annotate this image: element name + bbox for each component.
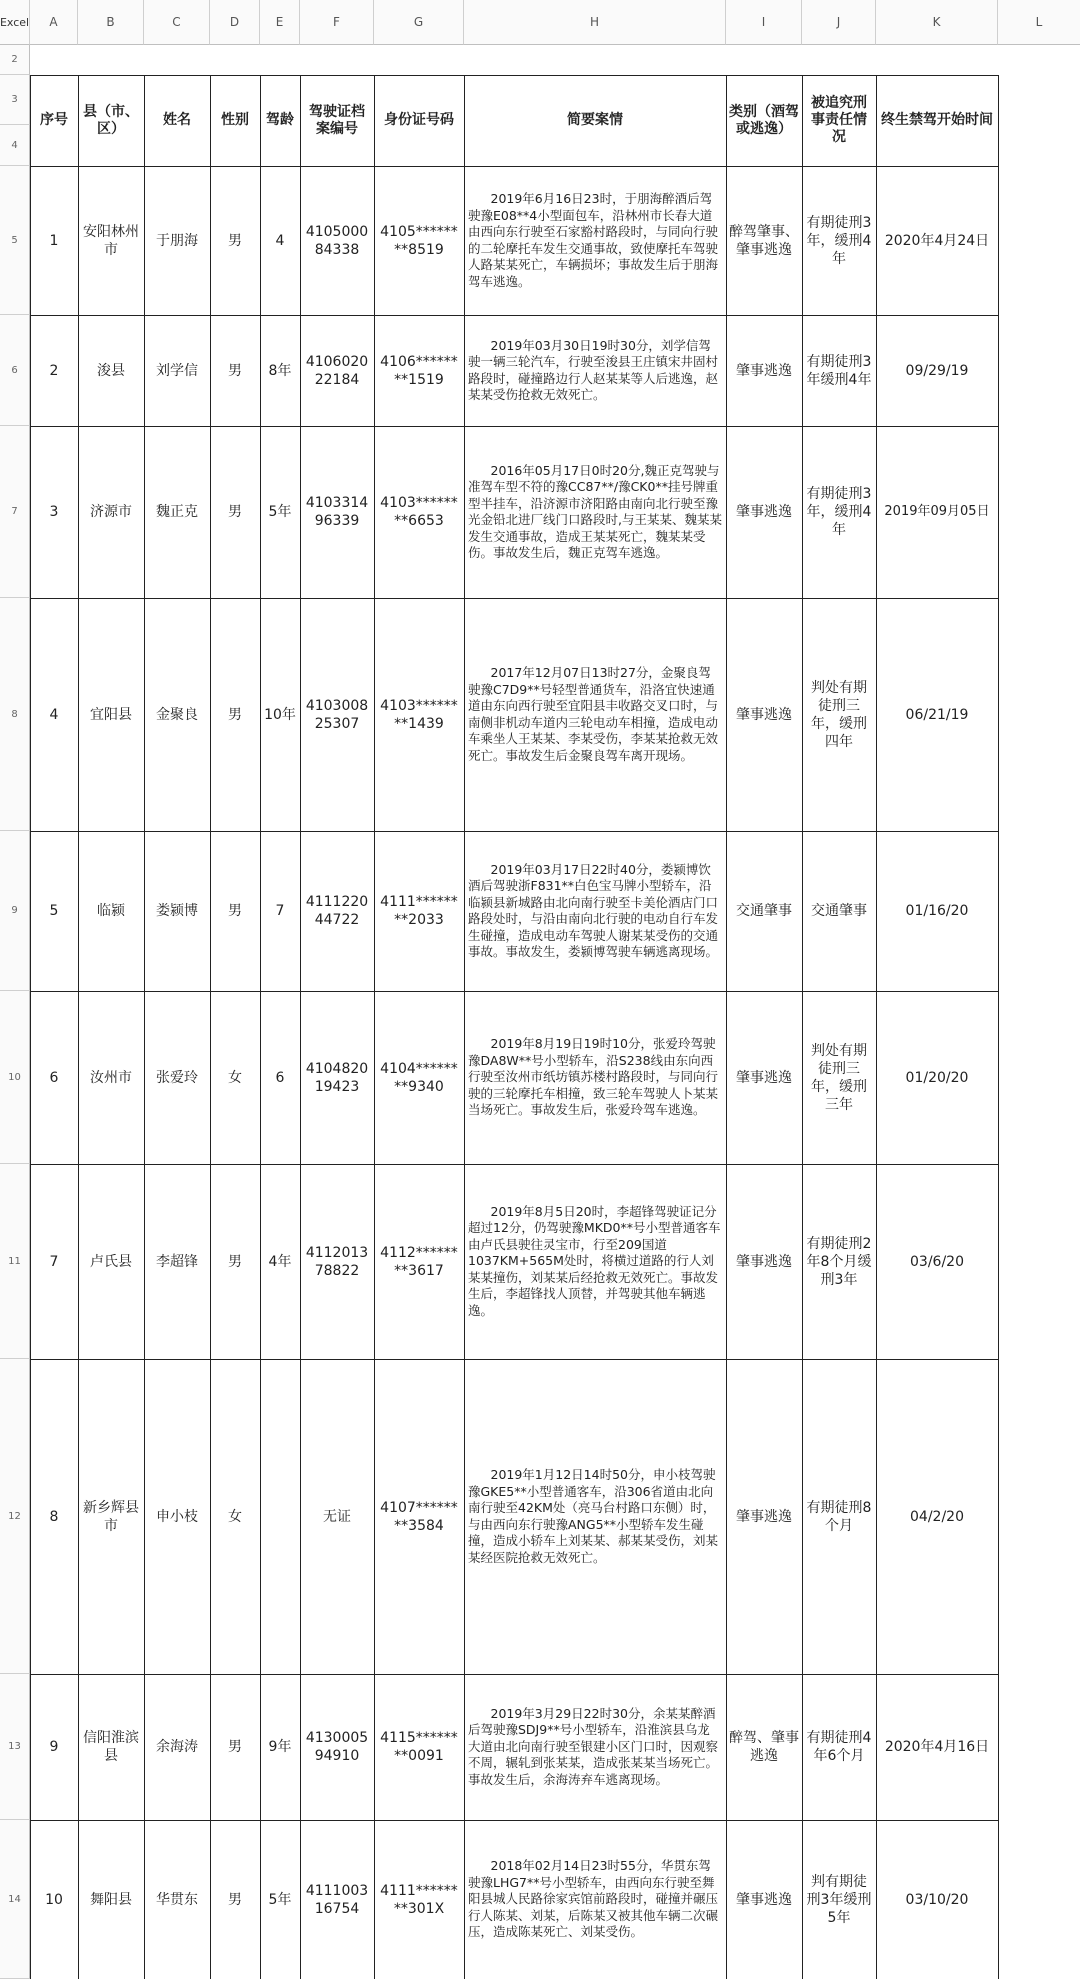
cell-county[interactable]: 舞阳县 bbox=[90, 1891, 132, 1908]
cell-idcard[interactable]: 4103********1439 bbox=[380, 697, 458, 732]
cell-gender[interactable]: 男 bbox=[228, 232, 242, 249]
cell-name[interactable]: 刘学信 bbox=[156, 362, 198, 379]
cell-gender[interactable]: 女 bbox=[228, 1508, 242, 1525]
cell-name[interactable]: 于朋海 bbox=[156, 232, 198, 249]
cell-license[interactable]: 410331496339 bbox=[305, 495, 369, 529]
cell-name[interactable]: 金聚良 bbox=[156, 706, 198, 723]
header-license[interactable]: 驾驶证档案编号 bbox=[309, 103, 365, 137]
cell-case[interactable]: 2019年8月5日20时，李超锋驾驶证记分超过12分，仍驾驶豫MKD0**号小型普通客车由卢氏县驶往灵宝市，行至209国道1037KM+565M处时，将横过道路的行人刘某某撞伤，刘某某后经抢救无效死亡。事故发生后，李超锋找人顶替，并驾驶其他车辆逃逸。 bbox=[468, 1203, 721, 1318]
cell-ban-start[interactable]: 06/21/19 bbox=[905, 706, 969, 723]
header-seq[interactable]: 序号 bbox=[40, 112, 68, 128]
cell-years[interactable]: 4 bbox=[275, 232, 285, 249]
cell-name[interactable]: 张爱玲 bbox=[156, 1069, 198, 1086]
cell-case[interactable]: 2016年05月17日0时20分,魏正克驾驶与准驾车型不符的豫CC87**/豫CK0**挂号牌重型半挂车，沿济源市济阳路由南向北行驶至豫光金铅北进厂线门口路段时,与王某某、魏某某发生交通事故，造成王某某死亡，魏某某受伤。事故发生后，魏正克驾车逃逸。 bbox=[468, 462, 722, 560]
cell-case[interactable]: 2019年8月19日19时10分，张爱玲驾驶豫DA8W**号小型轿车，沿S238线由东向西行驶至汝州市纸坊镇苏楼村路段时，与同向行驶的三轮摩托车相撞，致三轮车驾驶人卜某某当场死亡。事故发生后，张爱玲驾车逃逸。 bbox=[468, 1036, 719, 1118]
cell-seq[interactable]: 6 bbox=[49, 1069, 59, 1086]
cell-idcard[interactable]: 4106********1519 bbox=[380, 353, 458, 388]
cell-years[interactable] bbox=[260, 1359, 300, 1674]
cell-gender[interactable]: 女 bbox=[228, 1069, 242, 1086]
row-number-9[interactable]: 9 bbox=[0, 831, 30, 991]
header-ban-start[interactable]: 终生禁驾开始时间 bbox=[881, 112, 993, 128]
cell-ban-start[interactable]: 2019年09月05日 bbox=[884, 504, 990, 519]
cell-license[interactable]: 无证 bbox=[323, 1508, 351, 1525]
cell-gender[interactable]: 男 bbox=[228, 1739, 242, 1755]
cell-license[interactable]: 410602022184 bbox=[305, 353, 369, 388]
cell-ban-start[interactable]: 2020年4月16日 bbox=[884, 1739, 990, 1755]
row-number-13[interactable]: 13 bbox=[0, 1674, 30, 1820]
row-number-12[interactable]: 12 bbox=[0, 1359, 30, 1674]
cell-seq[interactable]: 4 bbox=[49, 706, 59, 723]
cell-ban-start[interactable]: 09/29/19 bbox=[905, 362, 969, 379]
cell-category[interactable]: 醉驾肇事、肇事逃逸 bbox=[729, 223, 799, 258]
cell-license[interactable]: 411122044722 bbox=[305, 894, 369, 928]
cell-liability[interactable]: 判有期徒刑3年缓刑5年 bbox=[806, 1873, 872, 1926]
column-header-bar bbox=[0, 0, 1080, 45]
cell-liability[interactable]: 有期徒刑4年6个月 bbox=[806, 1730, 872, 1764]
row-number-8[interactable]: 8 bbox=[0, 598, 30, 831]
grid-line bbox=[998, 75, 999, 1979]
cell-county[interactable]: 浚县 bbox=[97, 362, 125, 379]
cell-idcard[interactable]: 4115********0091 bbox=[380, 1730, 458, 1764]
column-letter-a[interactable]: A bbox=[30, 0, 78, 45]
cell-liability[interactable]: 判处有期徒刑三年，缓刑三年 bbox=[811, 1042, 867, 1113]
cell-case[interactable]: 2019年1月12日14时50分，申小枝驾驶豫GKE5**小型普通客车，沿306省道由北向南行驶至42KM处（亮马台村路口东侧）时，与由西向东行驶豫ANG5**小型轿车发生碰撞，造成小轿车上刘某某、郝某某受伤，刘某某经医院抢救无效死亡。 bbox=[468, 1467, 719, 1565]
column-letter-f[interactable]: F bbox=[300, 0, 374, 45]
cell-case[interactable]: 2019年03月17日22时40分，娄颍博饮酒后驾驶浙F831**白色宝马牌小型轿车，沿临颍县新城路由北向南行驶至卡美伦酒店门口路段处时，与沿由南向北行驶的电动自行车发生碰撞，造成电动车驾驶人谢某某受伤的交通事故。事故发生，娄颍博驾驶车辆逃离现场。 bbox=[468, 861, 719, 959]
cell-name[interactable]: 魏正克 bbox=[156, 504, 198, 520]
cell-idcard[interactable]: 4105********8519 bbox=[380, 223, 458, 258]
cell-name[interactable]: 余海涛 bbox=[156, 1739, 198, 1755]
cell-gender[interactable]: 男 bbox=[228, 903, 242, 919]
header-gender[interactable]: 性别 bbox=[221, 112, 249, 128]
cell-liability[interactable]: 有期徒刑3年，缓刑4年 bbox=[806, 486, 872, 538]
cell-gender[interactable]: 男 bbox=[228, 362, 242, 379]
row-number-11[interactable]: 11 bbox=[0, 1164, 30, 1359]
cell-ban-start[interactable]: 03/6/20 bbox=[910, 1253, 964, 1270]
cell-county[interactable]: 汝州市 bbox=[90, 1069, 132, 1086]
cell-years[interactable]: 6 bbox=[275, 1069, 285, 1086]
cell-idcard[interactable]: 4111********301X bbox=[380, 1882, 458, 1917]
cell-gender[interactable]: 男 bbox=[228, 504, 242, 520]
cell-ban-start[interactable]: 2020年4月24日 bbox=[884, 232, 990, 249]
cell-seq[interactable]: 3 bbox=[49, 504, 59, 520]
cell-seq[interactable]: 7 bbox=[49, 1253, 59, 1270]
column-letter-j[interactable]: J bbox=[802, 0, 876, 45]
cell-category[interactable]: 肇事逃逸 bbox=[736, 1508, 792, 1525]
cell-county[interactable]: 信阳淮滨县 bbox=[83, 1730, 139, 1764]
cell-name[interactable]: 申小枝 bbox=[156, 1508, 198, 1525]
cell-seq[interactable]: 1 bbox=[49, 232, 59, 249]
row-number-10[interactable]: 10 bbox=[0, 991, 30, 1164]
cell-name[interactable]: 李超锋 bbox=[156, 1253, 198, 1270]
row-number-5[interactable]: 5 bbox=[0, 166, 30, 315]
column-letter-b[interactable]: B bbox=[78, 0, 144, 45]
cell-idcard[interactable]: 4104********9340 bbox=[380, 1060, 458, 1095]
excel-corner-label: Excel bbox=[0, 0, 30, 45]
cell-idcard[interactable]: 4107********3584 bbox=[380, 1499, 458, 1534]
cell-years[interactable]: 10年 bbox=[264, 706, 296, 723]
cell-liability[interactable]: 有期徒刑3年，缓刑4年 bbox=[806, 214, 872, 267]
header-years[interactable]: 驾龄 bbox=[266, 112, 294, 128]
column-letter-g[interactable]: G bbox=[374, 0, 464, 45]
cell-case[interactable]: 2019年03月30日19时30分，刘学信驾驶一辆三轮汽车，行驶至浚县王庄镇宋井固村路段时，碰撞路边行人赵某某等人后逃逸，赵某某受伤抢救无效死亡。 bbox=[468, 337, 719, 402]
cell-category[interactable]: 肇事逃逸 bbox=[736, 1891, 792, 1908]
cell-years[interactable]: 4年 bbox=[268, 1253, 292, 1270]
cell-idcard[interactable]: 4103********6653 bbox=[380, 495, 458, 529]
cell-county[interactable]: 安阳林州市 bbox=[83, 223, 139, 258]
cell-name[interactable]: 娄颍博 bbox=[156, 903, 198, 919]
cell-seq[interactable]: 10 bbox=[45, 1891, 63, 1908]
cell-liability[interactable]: 有期徒刑2年8个月缓刑3年 bbox=[806, 1235, 872, 1288]
column-letter-h[interactable]: H bbox=[464, 0, 726, 45]
cell-category[interactable]: 肇事逃逸 bbox=[736, 706, 792, 723]
cell-category[interactable]: 肇事逃逸 bbox=[736, 504, 792, 520]
cell-category[interactable]: 肇事逃逸 bbox=[736, 362, 792, 379]
cell-liability[interactable]: 有期徒刑8个月 bbox=[806, 1499, 872, 1534]
cell-years[interactable]: 9年 bbox=[268, 1739, 292, 1755]
cell-idcard[interactable]: 4111********2033 bbox=[380, 894, 458, 928]
cell-license[interactable]: 411201378822 bbox=[305, 1244, 369, 1279]
cell-county[interactable]: 济源市 bbox=[90, 504, 132, 520]
column-letter-i[interactable]: I bbox=[726, 0, 802, 45]
cell-gender[interactable]: 男 bbox=[228, 706, 242, 723]
cell-ban-start[interactable]: 01/20/20 bbox=[905, 1069, 969, 1086]
cell-gender[interactable]: 男 bbox=[228, 1253, 242, 1270]
cell-category[interactable]: 肇事逃逸 bbox=[736, 1253, 792, 1270]
header-name[interactable]: 姓名 bbox=[163, 112, 191, 128]
cell-liability[interactable]: 有期徒刑3年缓刑4年 bbox=[806, 353, 872, 388]
cell-case[interactable]: 2019年3月29日22时30分，余某某醉酒后驾驶豫SDJ9**号小型轿车，沿淮滨县乌龙大道由北向南行驶至银建小区门口时，因观察不周，辗轧到张某某，造成张某某当场死亡。事故发生后，余海涛弃车逃离现场。 bbox=[468, 1705, 719, 1787]
cell-seq[interactable]: 5 bbox=[49, 903, 59, 919]
cell-case[interactable]: 2018年02月14日23时55分，华贯东驾驶豫LHG7**号小型轿车，由西向东行驶至舞阳县城人民路徐家宾馆前路段时，碰撞并碾压行人陈某、刘某，后陈某又被其他车辆二次碾压，造成陈某死亡、刘某受伤。 bbox=[468, 1858, 719, 1940]
row-number-2[interactable]: 2 bbox=[0, 45, 30, 75]
cell-category[interactable]: 交通肇事 bbox=[736, 903, 792, 919]
cell-seq[interactable]: 8 bbox=[49, 1508, 59, 1525]
column-letter-c[interactable]: C bbox=[144, 0, 210, 45]
cell-name[interactable]: 华贯东 bbox=[156, 1891, 198, 1908]
cell-ban-start[interactable]: 03/10/20 bbox=[905, 1891, 969, 1908]
cell-liability[interactable]: 判处有期徒刑三年，缓刑四年 bbox=[811, 679, 867, 750]
cell-license[interactable]: 411100316754 bbox=[305, 1882, 369, 1917]
cell-license[interactable]: 410500084338 bbox=[305, 223, 369, 258]
row-number-14[interactable]: 14 bbox=[0, 1820, 30, 1979]
column-letter-l[interactable]: L bbox=[998, 0, 1080, 45]
cell-license[interactable]: 410300825307 bbox=[305, 697, 369, 732]
cell-case[interactable]: 2017年12月07日13时27分，金聚良驾驶豫C7D9**号轻型普通货车，沿洛宜快速通道由东向西行驶至宜阳县丰收路交叉口时，与南侧非机动车道内三轮电动车相撞，造成电动车乘坐人王某某、李某受伤，李某某抢救无效死亡。事故发生后金聚良驾车离开现场。 bbox=[468, 665, 719, 763]
row-number-7[interactable]: 7 bbox=[0, 426, 30, 598]
cell-gender[interactable]: 男 bbox=[228, 1891, 242, 1908]
header-idcard[interactable]: 身份证号码 bbox=[384, 112, 454, 128]
cell-idcard[interactable]: 4112********3617 bbox=[380, 1244, 458, 1279]
cell-county[interactable]: 临颍 bbox=[97, 903, 125, 919]
header-liability[interactable]: 被追究刑事责任情况 bbox=[811, 95, 867, 145]
column-letter-d[interactable]: D bbox=[210, 0, 260, 45]
cell-category[interactable]: 肇事逃逸 bbox=[736, 1069, 792, 1086]
header-category[interactable]: 类别（酒驾或逃逸） bbox=[729, 103, 799, 137]
row-number-6[interactable]: 6 bbox=[0, 315, 30, 426]
cell-license[interactable]: 410482019423 bbox=[305, 1060, 369, 1095]
cell-years[interactable]: 5年 bbox=[268, 504, 292, 520]
row-number-4[interactable]: 4 bbox=[0, 125, 30, 166]
cell-seq[interactable]: 2 bbox=[49, 362, 59, 379]
cell-case[interactable]: 2019年6月16日23时，于朋海醉酒后驾驶豫E08**4小型面包车，沿林州市长春大道由西向东行驶至石家豁村路段时，与同向行驶的二轮摩托车发生交通事故，致使摩托车驾驶人路某某死亡，车辆损坏；事故发生后于朋海驾车逃逸。 bbox=[468, 191, 719, 289]
cell-ban-start[interactable]: 01/16/20 bbox=[905, 903, 969, 919]
cell-years[interactable]: 8年 bbox=[268, 362, 292, 379]
cell-license[interactable]: 413000594910 bbox=[305, 1730, 369, 1764]
cell-ban-start[interactable]: 04/2/20 bbox=[910, 1508, 964, 1525]
cell-years[interactable]: 5年 bbox=[268, 1891, 292, 1908]
cell-seq[interactable]: 9 bbox=[49, 1739, 59, 1755]
cell-county[interactable]: 卢氏县 bbox=[90, 1253, 132, 1270]
row-number-3[interactable]: 3 bbox=[0, 75, 30, 125]
cell-liability[interactable]: 交通肇事 bbox=[811, 903, 867, 919]
cell-county[interactable]: 宜阳县 bbox=[90, 706, 132, 723]
column-letter-k[interactable]: K bbox=[876, 0, 998, 45]
header-county[interactable]: 县（市、区） bbox=[83, 103, 139, 137]
cell-years[interactable]: 7 bbox=[275, 903, 285, 919]
column-letter-e[interactable]: E bbox=[260, 0, 300, 45]
header-case[interactable]: 简要案情 bbox=[567, 112, 623, 128]
cell-county[interactable]: 新乡辉县市 bbox=[83, 1499, 139, 1534]
cell-category[interactable]: 醉驾、肇事逃逸 bbox=[729, 1730, 799, 1764]
